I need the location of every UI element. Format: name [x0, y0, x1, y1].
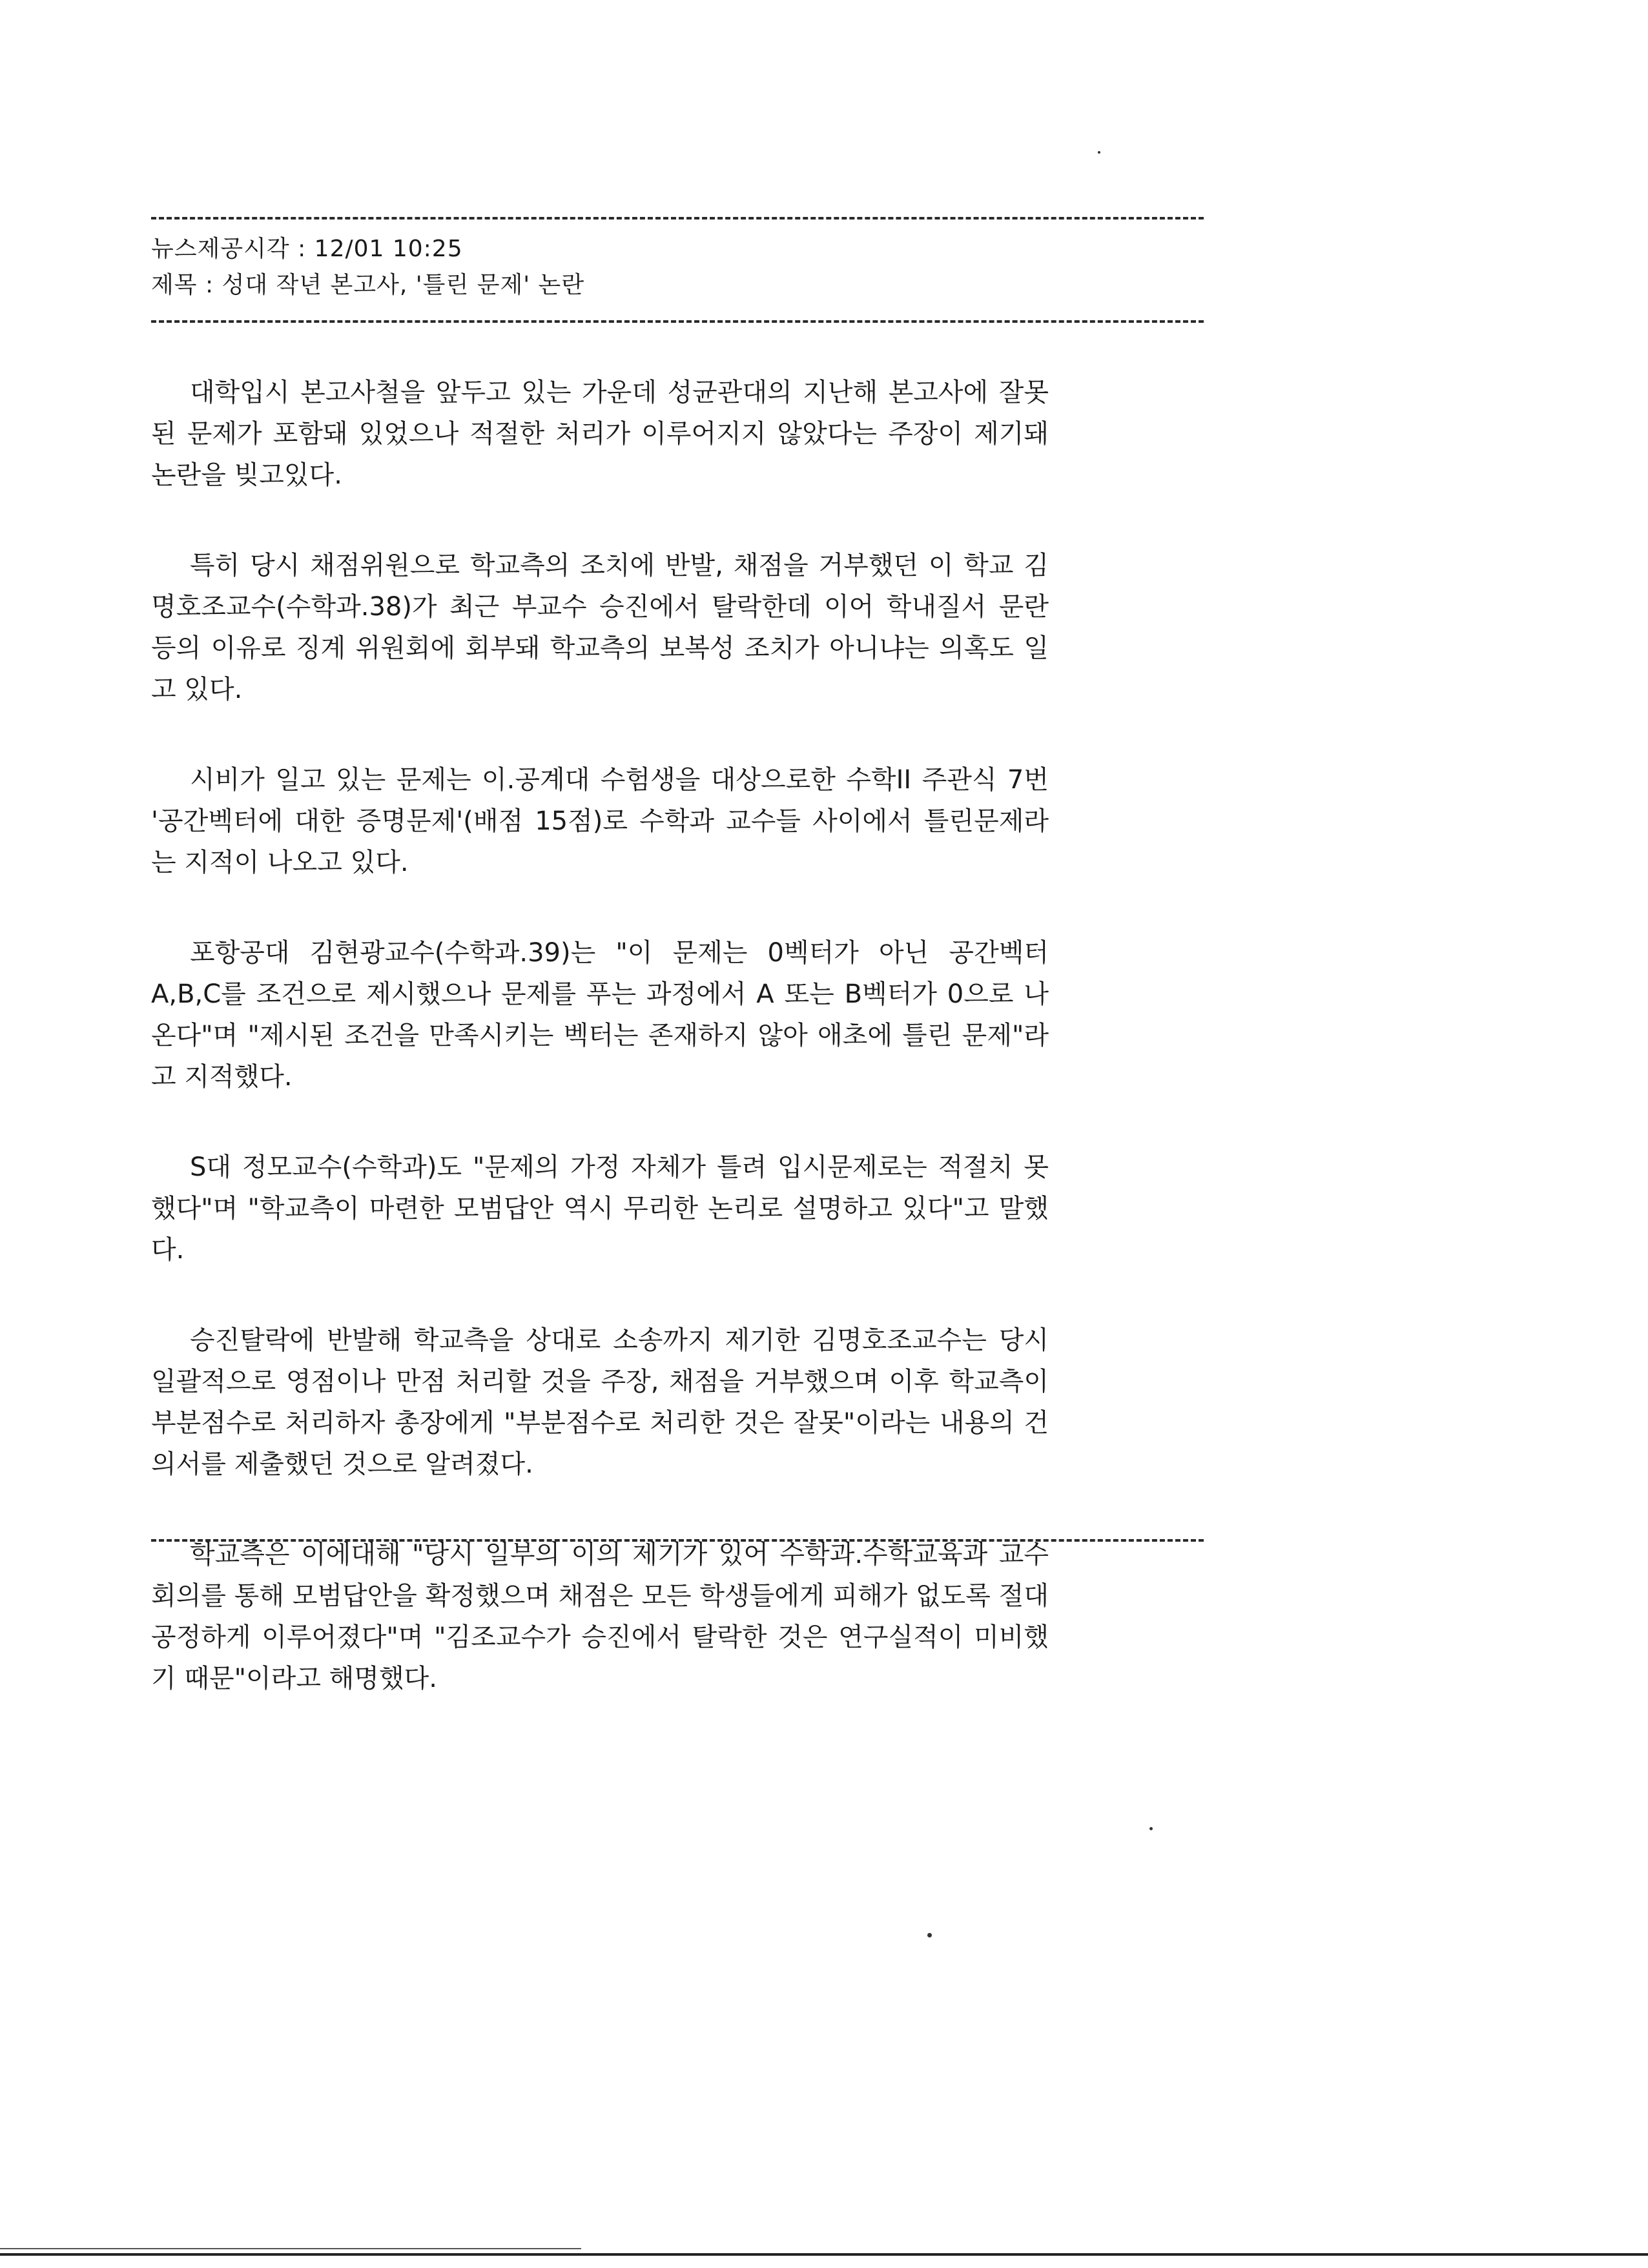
- bottom-dashed-rule: [151, 1539, 1204, 1542]
- article-paragraph-5: S대 정모교수(수학과)도 "문제의 가정 자체가 틀려 입시문제로는 적절치 못했다"며 "학교측이 마련한 모범답안 역시 무리한 논리로 설명하고 있다"고 말했다.: [151, 1152, 1049, 1265]
- scan-bottom-edge-thin: [0, 2248, 581, 2249]
- article-paragraph-4: 포항공대 김현광교수(수학과.39)는 "이 문제는 0벡터가 아닌 공간벡터 A,B,C를 조건으로 제시했으나 문제를 푸는 과정에서 A 또는 B벡터가 0으로 나온다"며 "제시된 조건을 만족시키는 벡터는 존재하지 않아 애초에 틀린 문제"라고 지적했다.: [151, 938, 1049, 1092]
- article-paragraph-2: 특히 당시 채점위원으로 학교측의 조치에 반발, 채점을 거부했던 이 학교 김명호조교수(수학과.38)가 최근 부교수 승진에서 탈락한데 이어 학내질서 문란 등의 이유로 징계 위원회에 회부돼 학교측의 보복성 조치가 아니냐는 의혹도 일고 있다.: [151, 551, 1049, 704]
- news-title-line: 제목 : 성대 작년 본고사, '틀린 문제' 논란: [151, 272, 585, 298]
- scan-speck: [1098, 151, 1100, 154]
- article-paragraph-6: 승진탈락에 반발해 학교측을 상대로 소송까지 제기한 김명호조교수는 당시 일괄적으로 영점이나 만점 처리할 것을 주장, 채점을 거부했으며 이후 학교측이 부분점수로 처리하자 총장에게 "부분점수로 처리한 것은 잘못"이라는 내용의 건의서를 제출했던 것으로 알려졌다.: [151, 1325, 1049, 1479]
- scan-speck: [1149, 1827, 1153, 1830]
- scan-speck: [927, 1933, 932, 1937]
- article-paragraph-3: 시비가 일고 있는 문제는 이.공계대 수험생을 대상으로한 수학II 주관식 7번 '공간벡터에 대한 증명문제'(배점 15점)로 수학과 교수들 사이에서 틀린문제라는 지적이 나오고 있다.: [151, 765, 1049, 877]
- article-body: [151, 372, 1049, 1699]
- top-dashed-rule: [151, 217, 1204, 220]
- article-paragraph-7: 학교측은 이에대해 "당시 일부의 이의 제기가 있어 수학과.수학교육과 교수회의를 통해 모범답안을 확정했으며 채점은 모든 학생들에게 피해가 없도록 절대 공정하게 이루어졌다"며 "김조교수가 승진에서 탈락한 것은 연구실적이 미비했기 때문"이라고 해명했다.: [151, 1540, 1049, 1693]
- scan-bottom-edge: [0, 2253, 1648, 2256]
- article-paragraph-1: 대학입시 본고사철을 앞두고 있는 가운데 성균관대의 지난해 본고사에 잘못된 문제가 포함돼 있었으나 적절한 처리가 이루어지지 않았다는 주장이 제기돼 논란을 빚고있다.: [151, 378, 1049, 490]
- header-dashed-rule: [151, 320, 1204, 323]
- news-time-line: 뉴스제공시각 : 12/01 10:25: [151, 236, 463, 262]
